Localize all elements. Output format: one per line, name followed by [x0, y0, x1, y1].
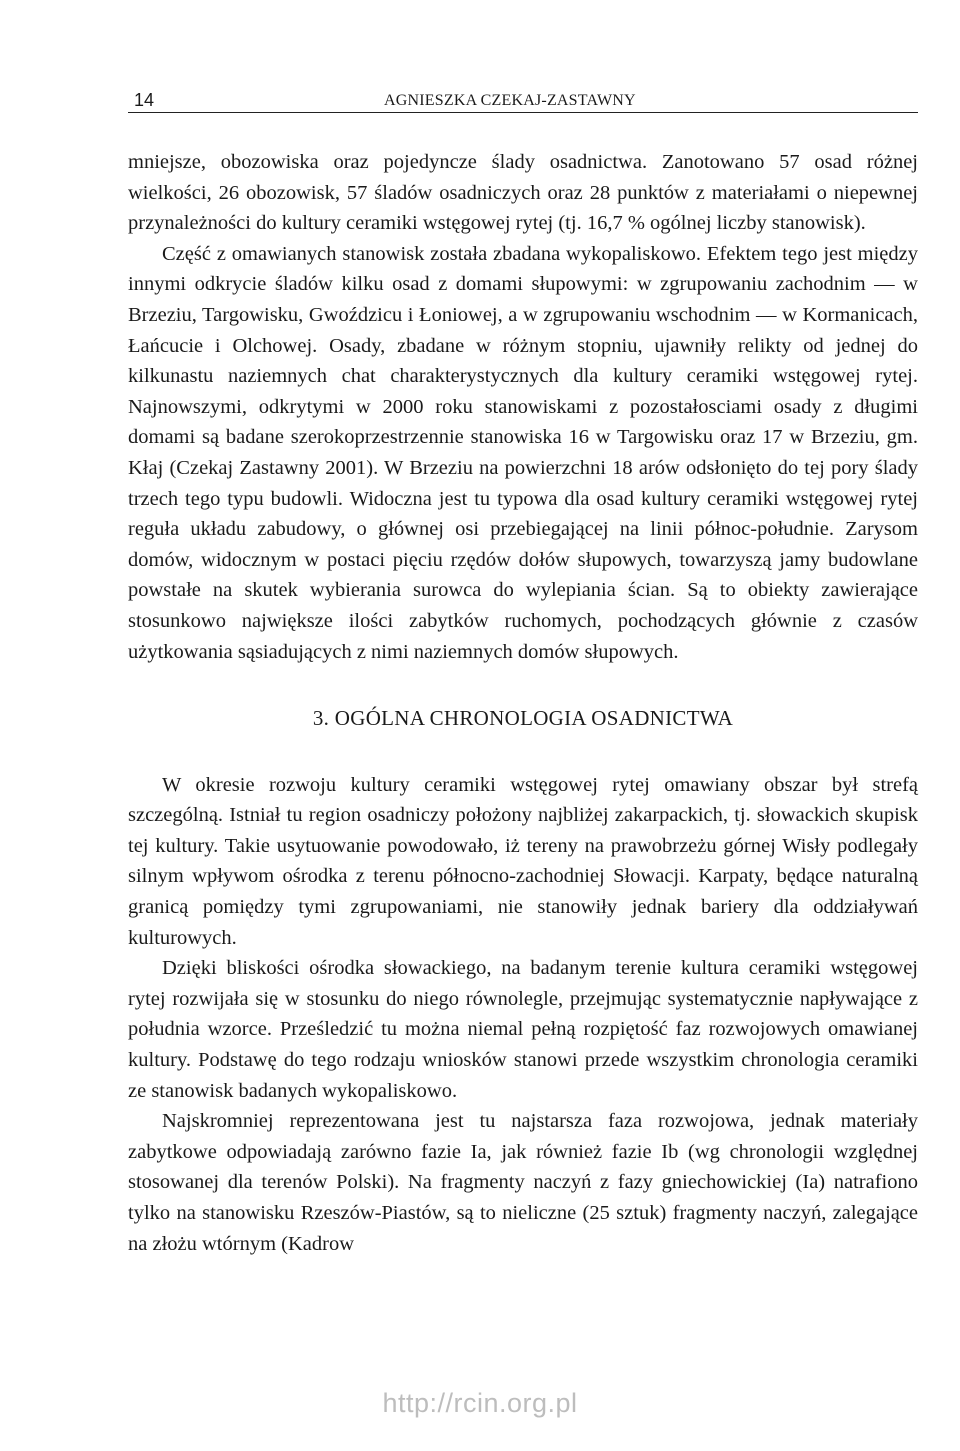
- paragraph-region: W okresie rozwoju kultury ceramiki wstęgowej rytej omawiany obszar był strefą szczególną. Istniał tu region osadniczy położony najbliżej zakarpackich, tj. słowackich skupisk tej kultury. Takie usytuowanie powodowało, iż tereny na prawobrzeżu górnej Wisły podlegały silnym wpływom ośrodka z terenu północno-zachodniej Słowacji. Karpaty, będące naturalną granicą pomiędzy tymi zgrupowaniami, nie stanowiły jednak bariery dla oddziaływań kulturowych.: [128, 773, 918, 949]
- section-heading: 3. OGÓLNA CHRONOLOGIA OSADNICTWA: [312, 706, 734, 731]
- paragraph-oldest-phase: Najskromniej reprezentowana jest tu najstarsza faza rozwojowa, jednak materiały zabytkowe odpowiadają zarówno fazie Ia, jak również fazie Ib (wg chronologii względnej stosowanej dla terenów Polski). Na fragmenty naczyń z fazy gniechowickiej (Ia) natrafiono tylko na stanowisku Rzeszów-Piastów, są to nieliczne (25 sztuk) fragmenty naczyń, zalegające na złożu wtórnym (Kadrow: [128, 1110, 918, 1255]
- main-text: [128, 147, 918, 1259]
- paragraph-excavations: Część z omawianych stanowisk została zbadana wykopaliskowo. Efektem tego jest między innymi odkrycie śladów kilku osad z domami słupowymi: w zgrupowaniu zachodnim — w Brzeziu, Targowisku, Gwoździcu i Łoniowej, a w zgrupowaniu wschodnim — w Kormanicach, Łańcucie i Olchowej. Osady, zbadane w różnym stopniu, ujawniły relikty od jednej do kilkunastu naziemnych chat charakterystycznych dla kultury ceramiki wstęgowej rytej. Najnowszymi, odkrytymi w 2000 roku stanowiskami z pozostałosciami osady z długimi domami są badane szerokoprzestrzennie stanowiska 16 w Targowisku oraz 17 w Brzeziu, gm. Kłaj (Czekaj Zastawny 2001). W Brzeziu na powierzchni 18 arów odsłonięto do tej pory ślady trzech tego typu budowli. Widoczna jest tu typowa dla osad kultury ceramiki wstęgowej rytej reguła układu zabudowy, o głównej osi przebiegającej na linii północ-południe. Zarysom domów, widocznym w postaci pięciu rzędów dołów słupowych, towarzyszą jamy budowlane powstałe na skutek wybierania surowca do wylepiania ścian. Są to obiekty zawierające stosunkowo największe ilości zabytków ruchomych, pochodzących głównie z czasów użytkowania sąsiadujących z nimi naziemnych domów słupowych.: [128, 242, 918, 663]
- source-watermark: http://rcin.org.pl: [382, 1388, 578, 1418]
- page-number: 14: [134, 90, 155, 110]
- paragraph-continuation: mniejsze, obozowiska oraz pojedyncze ślady osadnictwa. Zanotowano 57 osad różnej wielkości, 26 obozowisk, 57 śladów osadniczych oraz 28 punktów z materiałami o niepewnej przynależności do kultury ceramiki wstęgowej rytej (tj. 16,7 % ogólnej liczby stanowisk).: [128, 151, 918, 235]
- running-head-author: AGNIESZKA CZEKAJ-ZASTAWNY: [384, 92, 636, 109]
- running-header: [128, 88, 918, 113]
- paragraph-slovak-center: Dzięki bliskości ośrodka słowackiego, na badanym terenie kultura ceramiki wstęgowej rytej rozwijała się w stosunku do niego równolegle, przejmując systematycznie napływające z południa wzorce. Prześledzić tu można niemal pełną rozpiętość faz rozwojowych omawianej kultury. Podstawę do tego rodzaju wniosków stanowi przede wszystkim chronologia ceramiki ze stanowisk badanych wykopaliskowo.: [128, 957, 918, 1102]
